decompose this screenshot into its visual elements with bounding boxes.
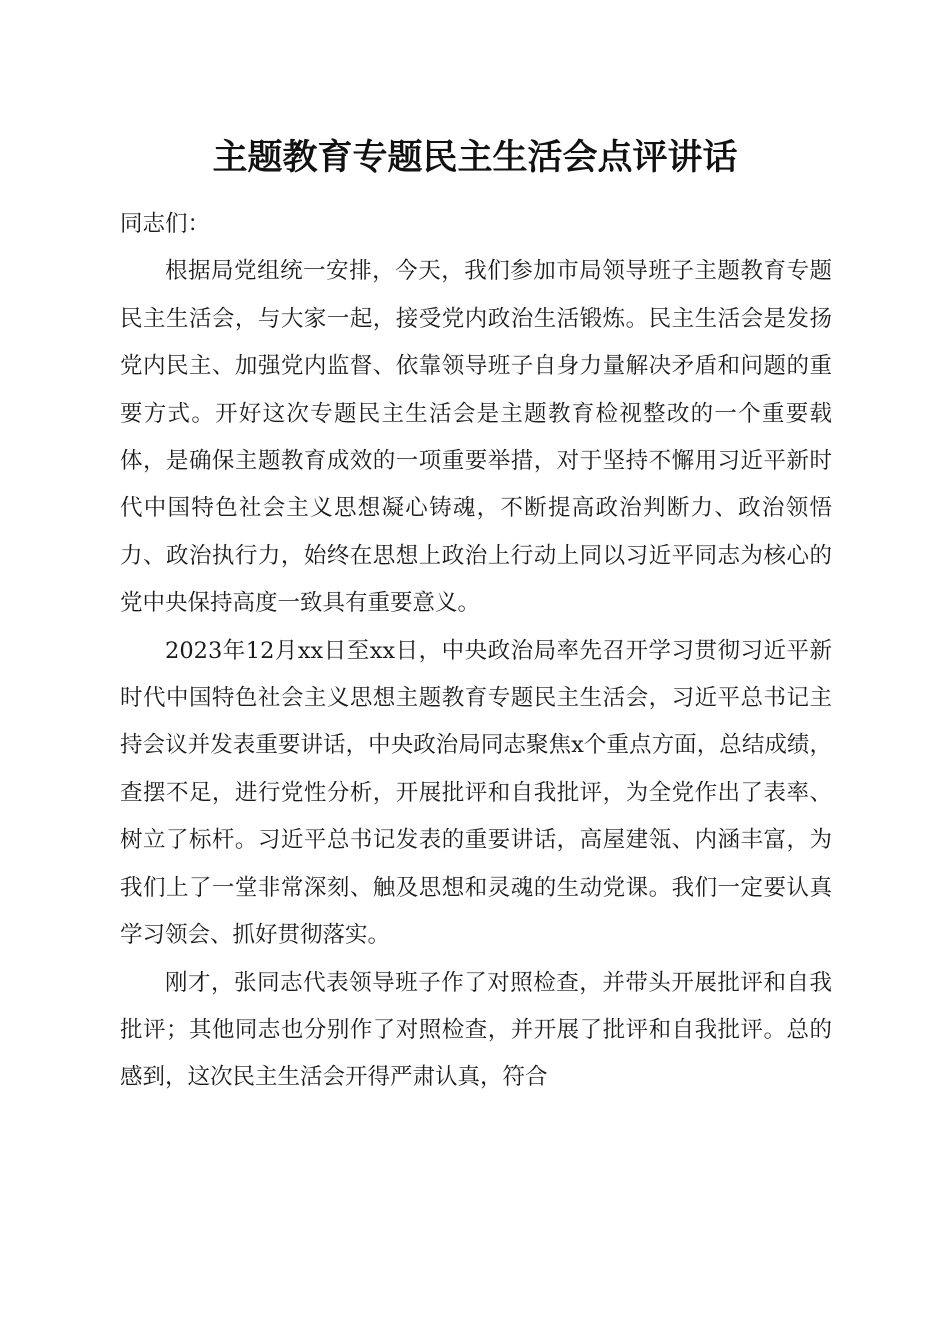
document-title: 主题教育专题民主生活会点评讲话: [212, 137, 738, 178]
document-body: [120, 201, 832, 1102]
paragraph-evaluation: 刚才，张同志代表领导班子作了对照检查，并带头开展批评和自我批评；其他同志也分别作了对照检查，并开展了批评和自我批评。总的感到，这次民主生活会开得严肃认真，符合: [120, 969, 832, 1091]
paragraph-intro: 根据局党组统一安排，今天，我们参加市局领导班子主题教育专题民主生活会，与大家一起，接受党内政治生活锻炼。民主生活会是发扬党内民主、加强党内监督、依靠领导班子自身力量解决矛盾和问题的重要方式。开好这次专题民主生活会是主题教育检视整改的一个重要载体，是确保主题教育成效的一项重要举措，对于坚持不懈用习近平新时代中国特色社会主义思想凝心铸魂，不断提高政治判断力、政治领悟力、政治执行力，始终在思想上政治上行动上同以习近平同志为核心的党中央保持高度一致具有重要意义。: [120, 258, 832, 617]
paragraph-central-meeting: 2023年12月xx日至xx日，中央政治局率先召开学习贯彻习近平新时代中国特色社会主义思想主题教育专题民主生活会，习近平总书记主持会议并发表重要讲话，中央政治局同志聚焦x个重点方面，总结成绩，查摆不足，进行党性分析，开展批评和自我批评，为全党作出了表率、树立了标杆。习近平总书记发表的重要讲话，高屋建瓴、内涵丰富，为我们上了一堂非常深刻、触及思想和灵魂的生动党课。我们一定要认真学习领会、抓好贯彻落实。: [120, 637, 832, 949]
salutation: 同志们：: [120, 211, 211, 237]
